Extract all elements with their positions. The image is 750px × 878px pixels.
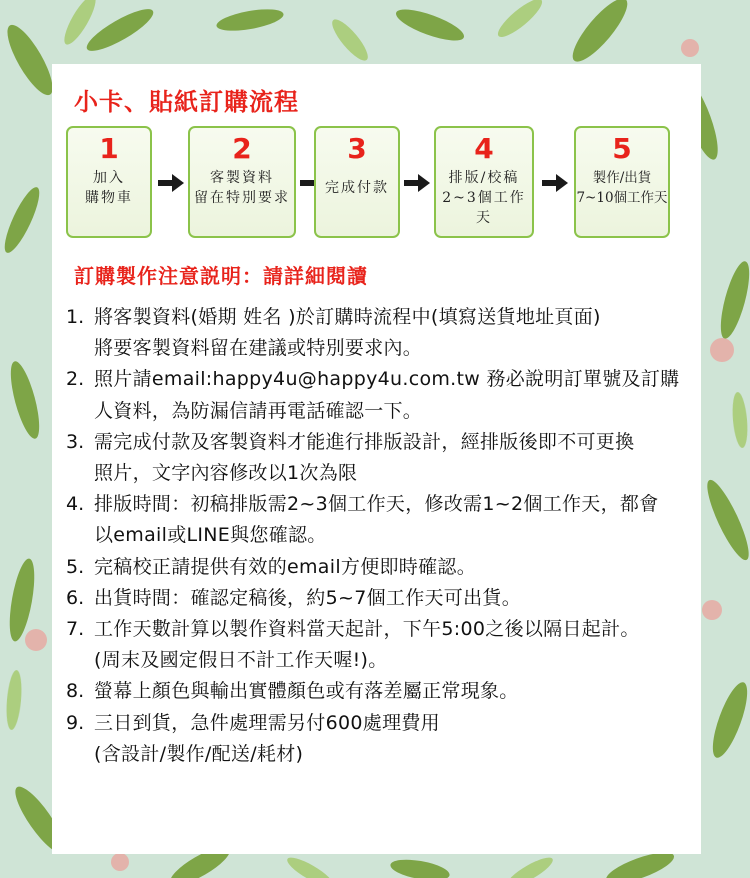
note-number: 2. [66,368,85,391]
step-custom-info [188,126,296,238]
step-number: 3 [347,132,367,165]
note-text: 照片請email:happy4u@happy4u.com.tw 務必說明訂單號及訂購 人資料，為防漏信請再電話確認一下。 [94,368,680,422]
note-number: 1. [66,306,85,328]
note-text: 排版時間：初稿排版需2~3個工作天，修改需1~2個工作天，都會 以email或LINE與您確認。 [94,493,659,547]
step-label: 製作/出貨 7~10個工作天 [576,170,668,206]
note-number: 5. [66,555,85,578]
note-text: 螢幕上顏色與輸出實體顏色或有落差屬正常現象。 [94,680,519,703]
note-text: 將客製資料(婚期 姓名 )於訂購時流程中(填寫送貨地址頁面) 將要客製資料留在建議或特別要求內。 [94,306,601,360]
step-label: 客製資料 留在特別要求 [194,170,290,206]
note-number: 6. [66,586,85,609]
list-item [66,364,696,426]
step-number: 4 [474,132,494,165]
step-number: 1 [99,132,119,165]
list-item [66,676,696,707]
note-text: 需完成付款及客製資料才能進行排版設計，經排版後即不可更換 照片，文字內容修改以1次為限 [94,430,635,485]
step-label: 完成付款 [325,180,389,196]
right-arrow-icon [404,174,430,192]
list-item [66,302,696,364]
process-steps [52,64,701,264]
note-number: 7. [66,618,85,641]
step-label: 加入 購物車 [85,170,133,206]
page-title: 小卡、貼紙訂購流程 [74,88,299,116]
note-number: 4. [66,493,85,516]
step-number: 2 [232,132,252,165]
list-item [66,489,696,551]
list-item [66,614,696,676]
note-number: 3. [66,430,85,453]
right-arrow-icon [542,174,568,192]
step-add-to-cart [66,126,152,238]
step-production-shipping [574,126,670,238]
note-text: 三日到貨，急件處理需另付600處理費用 (含設計/製作/配送/耗材) [94,711,440,765]
list-item [66,552,696,583]
step-payment [314,126,400,238]
list-item [66,427,696,489]
list-item [66,708,696,770]
note-text: 工作天數計算以製作資料當天起計，下午5:00之後以隔日起計。 (周末及國定假日不計工作天喔!)。 [94,618,640,672]
list-item [66,583,696,614]
note-number: 9. [66,711,85,734]
notes-list [66,302,696,770]
step-layout-proof [434,126,534,238]
step-label: 排版/校稿 2~3個工作天 [442,170,526,226]
notes-title: 訂購製作注意説明：請詳細閱讀 [74,264,368,288]
order-process-card [52,64,701,854]
note-text: 出貨時間：確認定稿後，約5~7個工作天可出貨。 [94,586,521,609]
note-text: 完稿校正請提供有效的email方便即時確認。 [94,555,476,578]
right-arrow-icon [158,174,184,192]
step-number: 5 [612,132,632,165]
note-number: 8. [66,680,85,703]
